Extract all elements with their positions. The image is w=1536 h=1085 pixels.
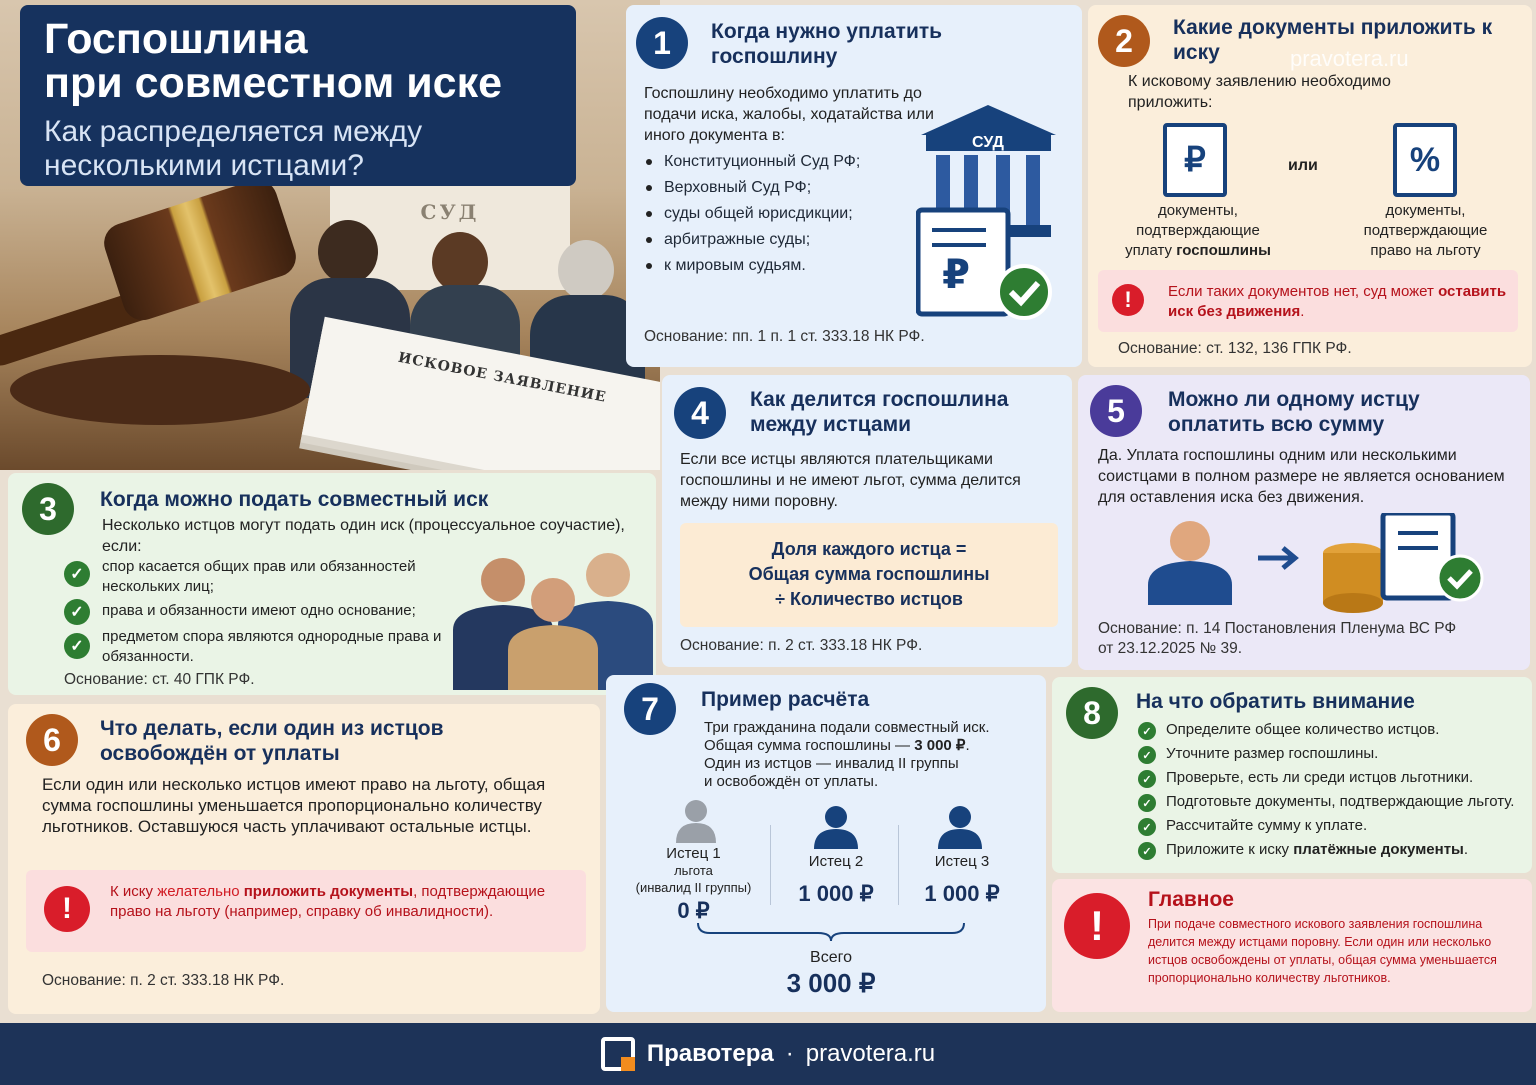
formula-line: ÷ Количество истцов bbox=[775, 589, 963, 609]
alert-text-part: К иску bbox=[110, 883, 158, 900]
attention-item: Подготовьте документы, подтверждающие льготу. bbox=[1166, 793, 1515, 810]
card-title: Что делать, если один из истцов освобождён от уплаты bbox=[100, 717, 444, 765]
legal-basis: Основание: п. 2 ст. 333.18 НК РФ. bbox=[42, 972, 285, 989]
step-number: 7 bbox=[624, 683, 676, 735]
alert-text bbox=[110, 882, 570, 922]
caption-line: уплату bbox=[1125, 242, 1177, 259]
card-when-to-pay bbox=[626, 5, 1082, 367]
title-line-2: при совместном иске bbox=[44, 59, 503, 107]
caption-bold: госпошлины bbox=[1176, 242, 1271, 259]
page-title bbox=[44, 17, 552, 105]
example-line: Три гражданина подали совместный иск. bbox=[704, 719, 990, 736]
card-one-payer bbox=[1078, 375, 1530, 670]
person-head bbox=[432, 232, 488, 292]
caption-line: подтверждающие bbox=[1363, 222, 1488, 239]
plaintiff-note: (инвалид II группы) bbox=[635, 880, 752, 895]
check-icon: ✓ bbox=[1138, 818, 1156, 836]
plaintiff-amount: 0 ₽ bbox=[677, 898, 710, 923]
example-line: Один из истцов — инвалид II группы bbox=[704, 755, 959, 772]
watermark: pravotera.ru bbox=[1290, 46, 1409, 71]
check-icon: ✓ bbox=[64, 561, 90, 587]
card-text: Если один или несколько истцов имеют право на льготу, общая сумма госпошлины уменьшается пропорционально количеству льготников. Оставшуюся часть уплачивают остальные истцы. bbox=[42, 775, 546, 836]
card-intro: К исковому заявлению необходимо приложить: bbox=[1128, 73, 1391, 111]
card-main-point bbox=[1052, 879, 1532, 1012]
gavel-block bbox=[10, 355, 310, 425]
check-icon: ✓ bbox=[1138, 794, 1156, 812]
subtitle-line-1: Как распределяется между bbox=[44, 115, 423, 148]
check-icon: ✓ bbox=[1138, 746, 1156, 764]
step-number: 1 bbox=[636, 17, 688, 69]
attention-item bbox=[1166, 840, 1468, 860]
total-amount: 3 000 ₽ bbox=[786, 968, 876, 998]
attention-item: Рассчитайте сумму к уплате. bbox=[1166, 817, 1368, 834]
payment-document-icon: ₽ bbox=[1163, 123, 1227, 197]
card-title: Когда можно подать совместный иск bbox=[100, 488, 489, 511]
list-item: Конституционный Суд РФ; bbox=[642, 151, 922, 172]
plaintiff-note: льгота bbox=[674, 863, 713, 878]
plaintiff-1-info bbox=[616, 845, 771, 926]
exclamation-icon: ! bbox=[1112, 284, 1144, 316]
caption-line: подтверждающие bbox=[1136, 222, 1260, 239]
payment-doc-caption bbox=[1108, 201, 1288, 261]
card-title: Как делится госпошлина между истцами bbox=[750, 388, 1009, 436]
attention-bold: платёжные документы bbox=[1293, 841, 1464, 858]
benefit-doc-caption bbox=[1338, 201, 1513, 261]
exclamation-icon: ! bbox=[1064, 893, 1130, 959]
benefit-document-icon: % bbox=[1393, 123, 1457, 197]
card-example bbox=[606, 675, 1046, 1012]
example-text bbox=[704, 719, 1034, 791]
card-intro: Госпошлину необходимо уплатить до подачи иска, жалобы, ходатайства или иного документа в: bbox=[644, 85, 934, 144]
card-title: Когда нужно уплатить госпошлину bbox=[711, 20, 943, 68]
alert-bold: оставить иск без движения bbox=[1168, 283, 1507, 320]
alert-box bbox=[26, 870, 586, 952]
footer bbox=[0, 1023, 1536, 1085]
list-item: к мировым судьям. bbox=[642, 255, 922, 276]
alert-text-part: , подтверждающие право на льготу (например, справку об инвалидности). bbox=[110, 883, 546, 920]
check-icon: ✓ bbox=[1138, 770, 1156, 788]
court-list bbox=[642, 151, 922, 281]
card-title: Главное bbox=[1148, 888, 1234, 911]
column-divider bbox=[898, 825, 899, 905]
svg-text:₽: ₽ bbox=[942, 252, 970, 298]
alert-bold: приложить документы bbox=[243, 883, 414, 900]
court-building-icon bbox=[916, 100, 1066, 320]
caption-line: документы, bbox=[1158, 202, 1238, 219]
attention-item: Проверьте, есть ли среди истцов льготники. bbox=[1166, 769, 1474, 786]
condition-item: спор касается общих прав или обязанностей нескольких лиц; bbox=[102, 558, 416, 595]
card-text: Если все истцы являются плательщиками госпошлины и не имеют льгот, сумма делится между ними поровну. bbox=[680, 451, 1021, 510]
subtitle-line-2: несколькими истцами? bbox=[44, 149, 364, 182]
alert-text-part: Если таких документов нет, суд может bbox=[1168, 283, 1439, 300]
plaintiff-1-avatar-icon bbox=[676, 799, 716, 843]
card-title: Пример расчёта bbox=[701, 688, 870, 711]
pravotera-logo-icon bbox=[601, 1037, 635, 1071]
caption-line: право на льготу bbox=[1370, 242, 1481, 259]
plaintiff-amount: 1 000 ₽ bbox=[924, 881, 1000, 906]
example-line: и освобождён от уплаты. bbox=[704, 773, 879, 790]
document-title-text: ИСКОВОЕ ЗАЯВЛЕНИЕ bbox=[396, 349, 608, 406]
card-joint-claim bbox=[8, 473, 656, 695]
formula-line: Доля каждого истца = bbox=[771, 539, 967, 559]
plaintiff-3-avatar-icon bbox=[938, 805, 982, 849]
card-title: На что обратить внимание bbox=[1136, 690, 1415, 713]
list-item: суды общей юрисдикции; bbox=[642, 203, 922, 224]
plaintiff-name: Истец 3 bbox=[934, 853, 990, 870]
check-icon: ✓ bbox=[1138, 722, 1156, 740]
step-number: 5 bbox=[1090, 385, 1142, 437]
condition-item: права и обязанности имеют одно основание; bbox=[102, 602, 416, 619]
card-title: Какие документы приложить к иску bbox=[1173, 16, 1493, 64]
payment-flow-illustration bbox=[1148, 513, 1488, 613]
card-intro: Несколько истцов могут подать один иск (процессуальное соучастие), если: bbox=[102, 517, 625, 555]
page-subtitle bbox=[44, 115, 552, 183]
legal-basis: Основание: ст. 132, 136 ГПК РФ. bbox=[1118, 340, 1352, 357]
card-title: Можно ли одному истцу оплатить всю сумму bbox=[1168, 388, 1420, 436]
formula-line: Общая сумма госпошлины bbox=[748, 564, 990, 584]
step-number: 4 bbox=[674, 387, 726, 439]
example-text-part: . bbox=[965, 737, 970, 754]
alert-text bbox=[1168, 282, 1508, 322]
card-attention bbox=[1052, 677, 1532, 873]
step-number: 3 bbox=[22, 483, 74, 535]
list-item: арбитражные суды; bbox=[642, 229, 922, 250]
list-item: Верховный Суд РФ; bbox=[642, 177, 922, 198]
attention-item: Уточните размер госпошлины. bbox=[1166, 745, 1379, 762]
legal-basis bbox=[1098, 619, 1456, 659]
example-amount: 3 000 ₽ bbox=[914, 737, 966, 754]
formula-box bbox=[680, 523, 1058, 627]
co-plaintiffs-illustration bbox=[453, 545, 653, 690]
attention-text-part: Приложите к иску bbox=[1166, 841, 1294, 858]
legal-basis: Основание: пп. 1 п. 1 ст. 333.18 НК РФ. bbox=[644, 328, 925, 345]
card-text: Да. Уплата госпошлины одним или несколькими соистцами в полном размере не является основанием для оставления иска без движения. bbox=[1098, 447, 1505, 506]
plaintiff-3-info bbox=[902, 852, 1022, 916]
footer-brand: Правотера bbox=[646, 1040, 774, 1067]
card-exempt-plaintiff bbox=[8, 704, 600, 1014]
person-head bbox=[558, 240, 614, 300]
gavel-head bbox=[99, 175, 301, 326]
step-number: 6 bbox=[26, 714, 78, 766]
exclamation-icon: ! bbox=[44, 886, 90, 932]
main-text: При подаче совместного искового заявления госпошлина делится между истцами поровну. Если один или несколько истцов освобождены от уплаты, общая сумма уменьшается пропорционально количеству льготников. bbox=[1148, 917, 1497, 985]
plaintiff-2-avatar-icon bbox=[814, 805, 858, 849]
legal-basis: Основание: п. 2 ст. 333.18 НК РФ. bbox=[680, 637, 923, 654]
example-line bbox=[704, 737, 1034, 755]
sum-brace bbox=[696, 921, 966, 943]
person-head bbox=[318, 220, 378, 284]
step-number: 2 bbox=[1098, 15, 1150, 67]
plaintiff-name: Истец 2 bbox=[808, 853, 864, 870]
step-number: 8 bbox=[1066, 687, 1118, 739]
attention-text-part: . bbox=[1463, 841, 1469, 858]
legal-basis: Основание: ст. 40 ГПК РФ. bbox=[64, 671, 255, 688]
basis-line: Основание: п. 14 Постановления Пленума ВС РФ bbox=[1098, 620, 1457, 637]
title-line-1: Госпошлина bbox=[44, 15, 308, 63]
attention-item: Определите общее количество истцов. bbox=[1166, 721, 1440, 738]
plaintiff-name: Истец 1 bbox=[666, 845, 721, 862]
footer-separator: · bbox=[785, 1040, 794, 1067]
footer-site-link[interactable]: pravotera.ru bbox=[805, 1040, 936, 1067]
basis-line: от 23.12.2025 № 39. bbox=[1098, 640, 1243, 657]
alert-emphasis: желательно bbox=[157, 883, 244, 900]
court-icon-label: СУД bbox=[972, 134, 1004, 151]
check-icon: ✓ bbox=[64, 633, 90, 659]
court-sign-text: СУД bbox=[420, 200, 480, 224]
or-label: или bbox=[1288, 157, 1318, 174]
plaintiff-2-info bbox=[776, 852, 896, 916]
alert-box bbox=[1098, 270, 1518, 332]
alert-end: . bbox=[1300, 303, 1305, 320]
caption-line: документы, bbox=[1385, 202, 1466, 219]
total-label: Всего bbox=[810, 949, 852, 966]
condition-item: предметом спора являются однородные права и обязанности. bbox=[102, 628, 442, 665]
check-icon: ✓ bbox=[1138, 842, 1156, 860]
plaintiff-amount: 1 000 ₽ bbox=[798, 881, 874, 906]
title-banner bbox=[20, 5, 576, 186]
check-icon: ✓ bbox=[64, 599, 90, 625]
example-text-part: Общая сумма госпошлины — bbox=[704, 737, 915, 754]
card-how-divided bbox=[662, 375, 1072, 667]
